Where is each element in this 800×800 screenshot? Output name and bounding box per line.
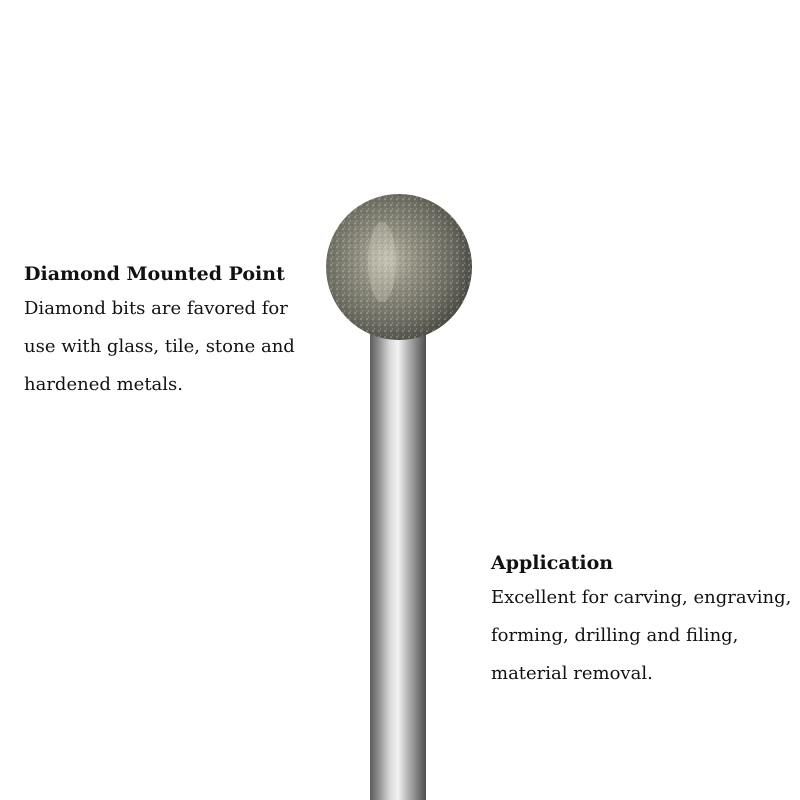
diamond-head	[326, 194, 472, 340]
description-line-2: use with glass, tile, stone and	[24, 336, 295, 357]
tool-shank	[370, 320, 426, 800]
application-block	[491, 547, 796, 693]
application-line-2: forming, drilling and filing,	[491, 625, 739, 646]
description-line-1: Diamond bits are favored for	[24, 298, 288, 319]
application-line-3: material removal.	[491, 663, 653, 684]
application-title: Application	[491, 552, 614, 574]
application-line-1: Excellent for carving, engraving,	[491, 587, 792, 608]
description-line-3: hardened metals.	[24, 374, 183, 395]
product-description-block	[24, 258, 324, 404]
product-title: Diamond Mounted Point	[24, 263, 285, 285]
